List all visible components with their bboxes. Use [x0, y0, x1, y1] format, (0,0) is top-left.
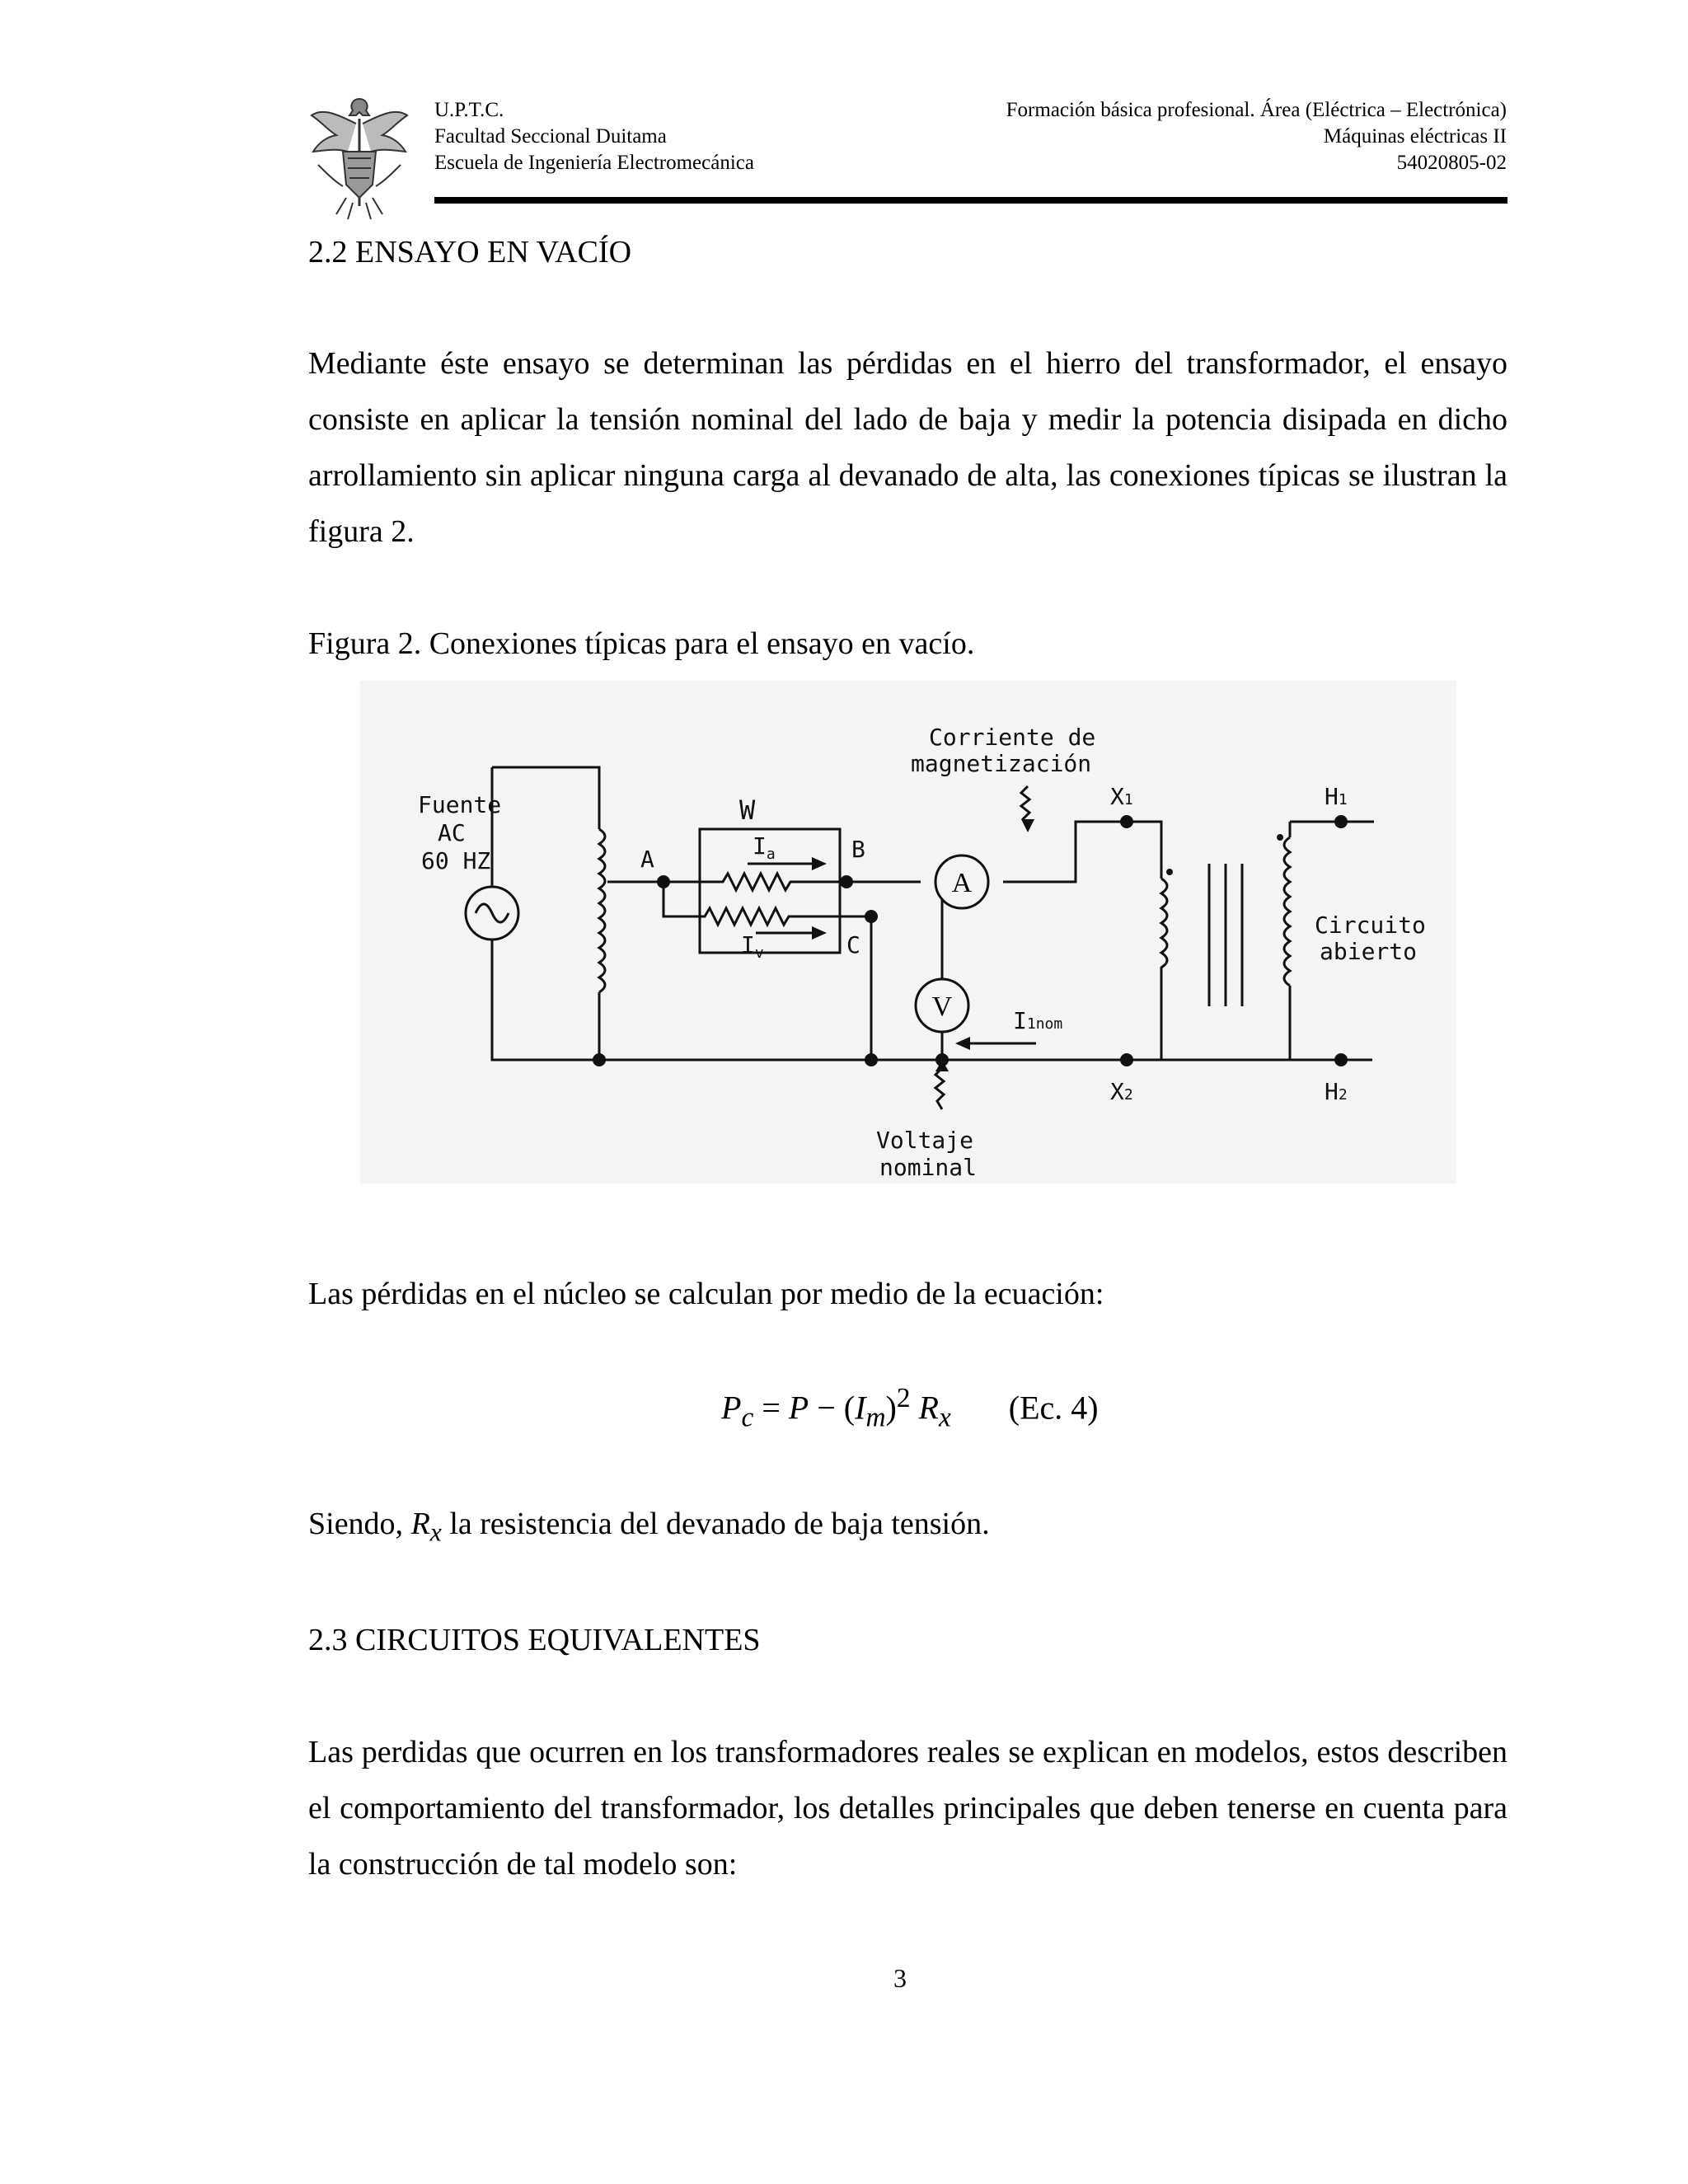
current-nominal-sub: 1nom: [1026, 1015, 1063, 1033]
voltage-label-line1: Voltaje: [876, 1127, 974, 1154]
university-crest-logo: [307, 82, 412, 223]
x1-sub: 1: [1123, 791, 1133, 808]
siendo-rx: R: [410, 1507, 430, 1541]
header-faculty: Facultad Seccional Duitama: [434, 125, 667, 148]
svg-text:Iv: [741, 931, 764, 962]
paragraph-circuitos-equivalentes: Las perdidas que ocurren en los transformadores reales se explican en modelos, estos describen el comportamiento del transformador, los detalles principales que deben tenerse en cuenta para la construcción de tal modelo son:: [308, 1735, 1507, 1882]
eq-pc-sub: c: [741, 1402, 754, 1433]
current-ia-sub: a: [766, 846, 776, 863]
eq-rx: R: [918, 1389, 939, 1427]
eq-label: (Ec. 4): [1008, 1389, 1099, 1427]
current-ia-label: I: [753, 832, 767, 860]
eq-rx-sub: x: [938, 1402, 951, 1433]
node-a-label: A: [640, 846, 654, 873]
svg-text:Ia: [753, 832, 776, 863]
ac-source-icon: [466, 887, 518, 940]
eq-pc: P: [721, 1389, 742, 1427]
current-nominal-label: I: [1013, 1007, 1027, 1034]
h2-sub: 2: [1338, 1086, 1348, 1104]
h2-label: H: [1325, 1078, 1339, 1105]
voltmeter-symbol: [916, 979, 968, 1032]
equation-4: [721, 1378, 1099, 1438]
header-program: Formación básica profesional. Área (Eléctrica – Electrónica): [1006, 99, 1507, 121]
ammeter-symbol: [935, 855, 988, 908]
section-heading-2-3: 2.3 CIRCUITOS EQUIVALENTES: [308, 1623, 761, 1657]
eq-im-sub: m: [865, 1402, 886, 1433]
eq-equals: =: [753, 1389, 789, 1427]
siendo-rest: la resistencia del devanado de baja tensión.: [441, 1507, 990, 1541]
open-circuit-label-line2: abierto: [1320, 938, 1418, 965]
svg-text:H1: [1325, 783, 1348, 810]
x2-label: X: [1110, 1078, 1124, 1105]
svg-text:X2: [1110, 1078, 1133, 1105]
magnetizing-label-line1: Corriente de: [929, 724, 1096, 751]
header-rule: [434, 197, 1507, 204]
source-label-line3: 60 HZ: [421, 847, 491, 874]
eq-im: I: [855, 1389, 866, 1427]
paragraph-ensayo-vacio: Mediante éste ensayo se determinan las pérdidas en el hierro del transformador, el ensayo consiste en aplicar la tensión nominal del lado de baja y medir la potencia disipada en dicho arrollamiento sin aplicar ninguna carga al devanado de alta, las conexiones típicas se ilustran la figura 2.: [308, 346, 1507, 549]
h1-sub: 1: [1338, 791, 1348, 808]
source-label-line2: AC: [438, 819, 466, 846]
voltage-label-line2: nominal: [879, 1154, 978, 1181]
header-school: Escuela de Ingeniería Electromecánica: [434, 152, 754, 174]
eq-close: ): [885, 1389, 897, 1427]
figure-caption: Figura 2. Conexiones típicas para el ensayo en vacío.: [308, 626, 975, 661]
voltmeter-label: V: [931, 991, 953, 1022]
node-c-label: C: [846, 931, 860, 958]
eq-minus: − (: [809, 1389, 856, 1427]
h1-label: H: [1325, 783, 1339, 810]
magnetizing-label-line2: magnetización: [911, 750, 1092, 777]
section-heading-2-2: 2.2 ENSAYO EN VACÍO: [308, 235, 632, 269]
open-circuit-test-diagram: [360, 681, 1456, 1183]
svg-text:I1nom: [1013, 1007, 1062, 1034]
x1-label: X: [1110, 783, 1124, 810]
header-course-code: 54020805-02: [1396, 152, 1507, 174]
ammeter-label: A: [951, 868, 973, 898]
wattmeter-label: W: [739, 794, 756, 826]
node-b-label: B: [851, 836, 865, 863]
eq-exponent: 2: [896, 1383, 911, 1413]
current-iv-label: I: [741, 931, 755, 958]
page-number: 3: [893, 1963, 907, 1993]
svg-text:X1: [1110, 783, 1133, 810]
open-circuit-label-line1: Circuito: [1315, 912, 1426, 939]
siendo-prefix: Siendo,: [308, 1507, 411, 1541]
eq-p: P: [788, 1389, 809, 1427]
x2-sub: 2: [1123, 1086, 1133, 1104]
current-iv-sub: v: [754, 944, 764, 962]
siendo-rx-sub: x: [429, 1517, 442, 1547]
core-loss-intro: Las pérdidas en el núcleo se calculan por medio de la ecuación:: [308, 1277, 1104, 1311]
header-course-name: Máquinas eléctricas II: [1323, 125, 1507, 148]
header-institution: [434, 97, 754, 176]
header-course: [1006, 97, 1507, 176]
siendo-line: [308, 1505, 990, 1552]
header-university: U.P.T.C.: [434, 99, 504, 121]
source-label-line1: Fuente: [418, 791, 502, 818]
svg-text:H2: [1325, 1078, 1348, 1105]
